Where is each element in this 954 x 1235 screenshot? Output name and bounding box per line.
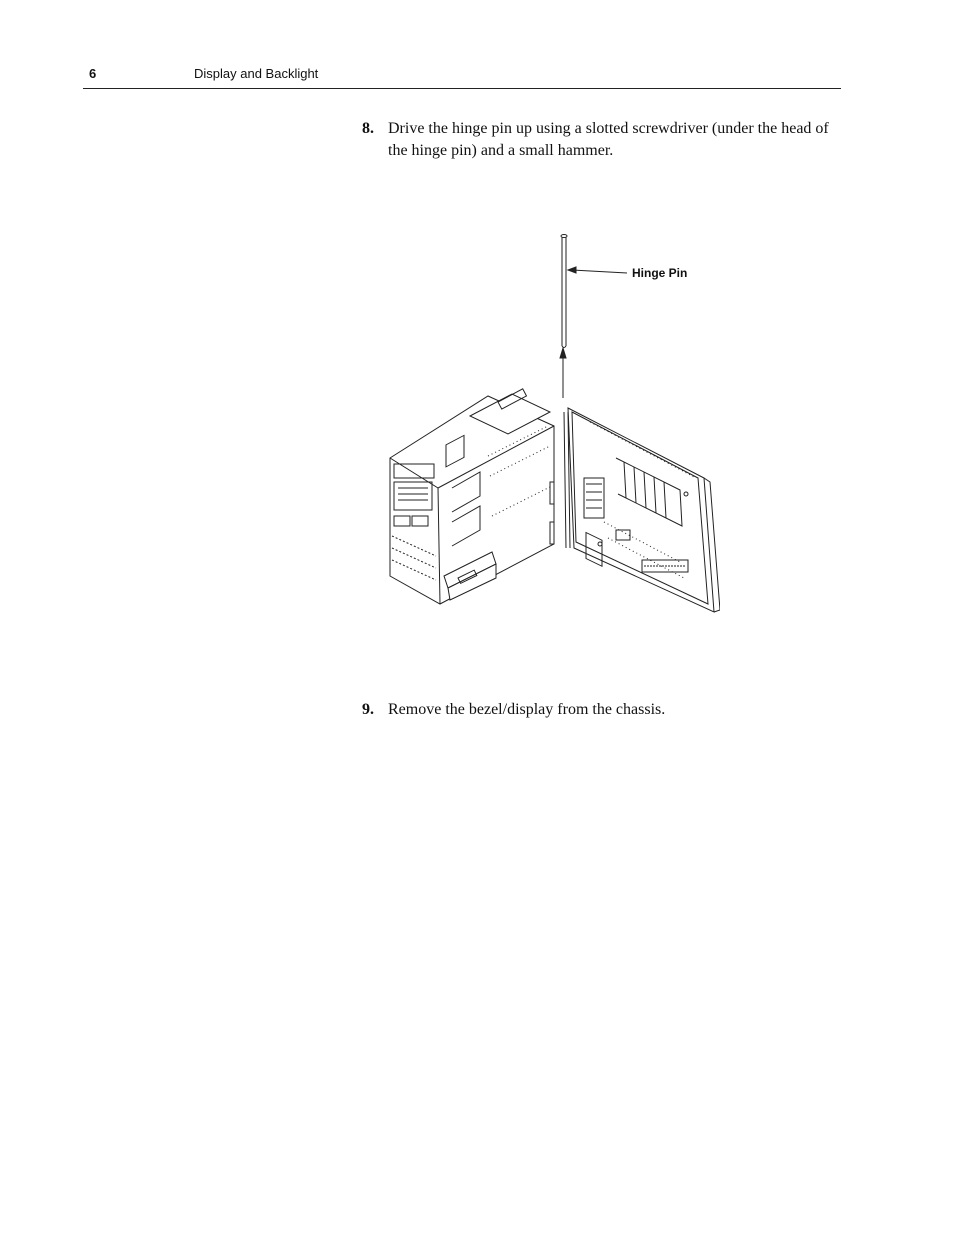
section-title: Display and Backlight — [194, 66, 319, 81]
direction-arrow — [560, 348, 566, 398]
step-text: Remove the bezel/display from the chassis. — [388, 701, 666, 718]
step-9 — [362, 699, 846, 721]
page-header — [83, 64, 841, 89]
hinge-pin-label: Hinge Pin — [632, 266, 688, 280]
bezel-display — [564, 408, 720, 612]
step-number: 8. — [362, 120, 374, 137]
hinge-pin-illustration — [380, 226, 720, 616]
callout-arrow — [568, 267, 627, 273]
step-number: 9. — [362, 701, 374, 718]
step-text: Drive the hinge pin up using a slotted screwdriver (under the head of the hinge pin) and a small hammer. — [388, 120, 829, 159]
page-number: 6 — [89, 66, 97, 81]
step-8 — [362, 118, 846, 162]
chassis — [390, 389, 554, 604]
hinge-pin — [561, 235, 567, 348]
